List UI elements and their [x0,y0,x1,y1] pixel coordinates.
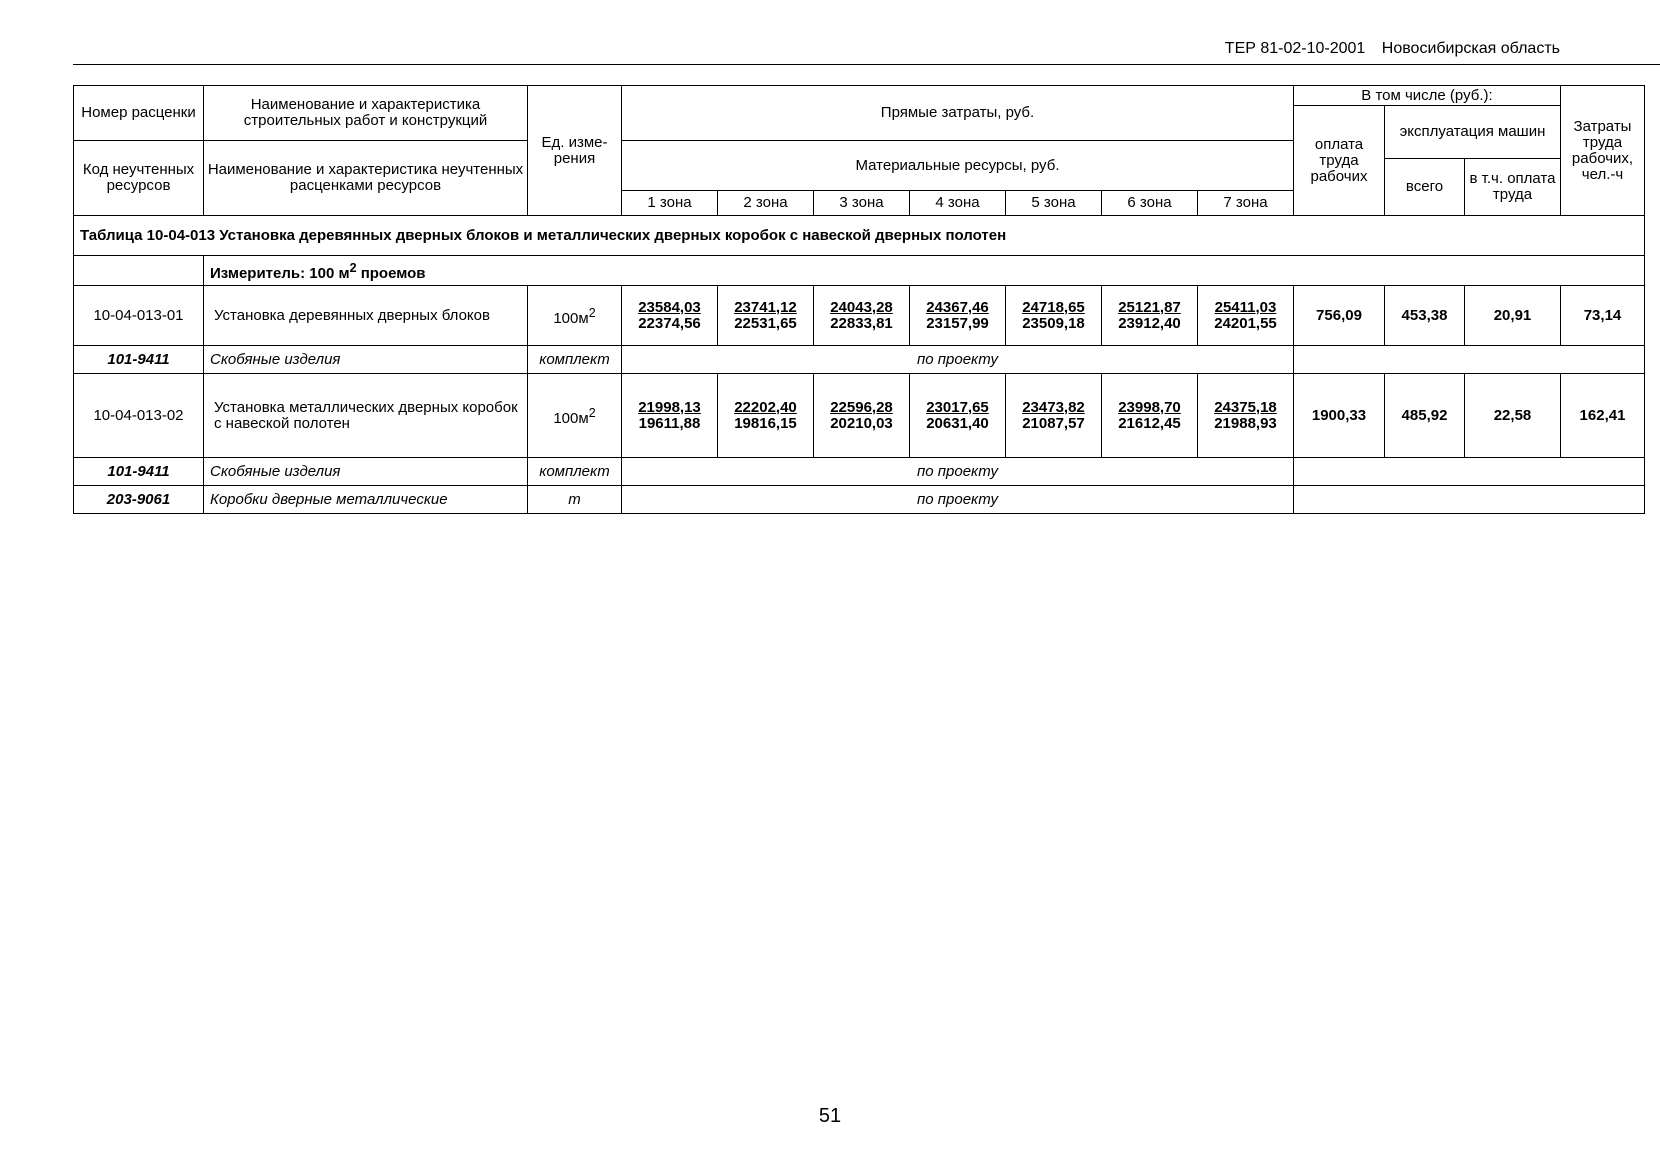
header-rule [73,64,1660,65]
doc-code: ТЕР 81-02-10-2001 [1224,40,1366,57]
zone-3-cost: 22596,28 20210,03 [814,374,910,458]
table-row [74,374,1645,458]
page-number: 51 [818,1105,842,1127]
zone-6-header: 6 зона [1102,191,1198,216]
zone-4-header: 4 зона [910,191,1006,216]
col-head-machines-total: всего [1385,159,1465,216]
zone-7-cost: 24375,18 21988,93 [1198,374,1294,458]
rates-table [73,85,1645,514]
rate-name: Установка металлических дверных коробок с навеской полотен [204,374,528,458]
zone-7-cost: 25411,03 24201,55 [1198,286,1294,346]
zone-2-cost: 23741,12 22531,65 [718,286,814,346]
resource-price: по проекту [622,346,1294,374]
machines-total: 453,38 [1385,286,1465,346]
labor-pay: 756,09 [1294,286,1385,346]
zone-1-header: 1 зона [622,191,718,216]
resource-unit: комплект [528,346,622,374]
zone-7-header: 7 зона [1198,191,1294,216]
zone-6-cost: 23998,70 21612,45 [1102,374,1198,458]
measure-row [74,256,1645,286]
table-row [74,286,1645,346]
resource-code: 203-9061 [74,486,204,514]
zone-4-cost: 24367,46 23157,99 [910,286,1006,346]
resource-empty [1294,346,1645,374]
resource-price: по проекту [622,486,1294,514]
col-head-unit: Ед. изме-рения [528,86,622,216]
col-head-machines: эксплуатация машин [1385,106,1561,159]
resource-row [74,346,1645,374]
resource-row [74,458,1645,486]
zone-6-cost: 25121,87 23912,40 [1102,286,1198,346]
resource-price: по проекту [622,458,1294,486]
labor-pay: 1900,33 [1294,374,1385,458]
measure-label: Измеритель: 100 $м^2$ проемов [204,256,1645,286]
col-head-materials: Материальные ресурсы, руб. [622,141,1294,191]
col-head-code: Номер расценки [74,86,204,141]
header-row-1 [74,86,1645,106]
resource-empty [1294,458,1645,486]
region-name: Новосибирская область [1381,40,1560,57]
col-head-direct-costs: Прямые затраты, руб. [622,86,1294,141]
col-head-labor-costs: Затраты труда рабочих, чел.-ч [1561,86,1645,216]
zone-3-header: 3 зона [814,191,910,216]
rate-name: Установка деревянных дверных блоков [204,286,528,346]
zone-5-header: 5 зона [1006,191,1102,216]
table-title-row [74,216,1645,256]
resource-unit: т [528,486,622,514]
measure-empty-cell [74,256,204,286]
machines-total: 485,92 [1385,374,1465,458]
resource-empty [1294,486,1645,514]
zone-3-cost: 24043,28 22833,81 [814,286,910,346]
col-head-res-name: Наименование и характеристика неучтенных расценками ресурсов [204,141,528,216]
resource-row [74,486,1645,514]
zone-4-cost: 23017,65 20631,40 [910,374,1006,458]
col-head-machines-pay: в т.ч. оплата труда [1465,159,1561,216]
zone-5-cost: 24718,65 23509,18 [1006,286,1102,346]
resource-code: 101-9411 [74,346,204,374]
machines-pay: 20,91 [1465,286,1561,346]
zone-5-cost: 23473,82 21087,57 [1006,374,1102,458]
col-head-labor-pay: оплата труда рабочих [1294,106,1385,216]
zone-2-header: 2 зона [718,191,814,216]
table-title: Таблица 10-04-013 Установка деревянных дверных блоков и металлических дверных коробок с навеской дверных полотен [74,216,1645,256]
resource-name: Скобяные изделия [204,346,528,374]
machines-pay: 22,58 [1465,374,1561,458]
col-head-res-code: Код неучтенных ресурсов [74,141,204,216]
rate-code: 10-04-013-01 [74,286,204,346]
resource-code: 101-9411 [74,458,204,486]
zone-1-cost: 23584,03 22374,56 [622,286,718,346]
resource-name: Коробки дверные металлические [204,486,528,514]
zone-1-cost: 21998,13 19611,88 [622,374,718,458]
col-head-name: Наименование и характеристика строительных работ и конструкций [204,86,528,141]
labor-costs: 162,41 [1561,374,1645,458]
zone-2-cost: 22202,40 19816,15 [718,374,814,458]
rate-code: 10-04-013-02 [74,374,204,458]
resource-unit: комплект [528,458,622,486]
rate-unit: $100м^2$ [528,374,622,458]
col-head-including: В том числе (руб.): [1294,86,1561,106]
rate-unit: $100м^2$ [528,286,622,346]
labor-costs: 73,14 [1561,286,1645,346]
resource-name: Скобяные изделия [204,458,528,486]
running-header [1225,40,1560,58]
